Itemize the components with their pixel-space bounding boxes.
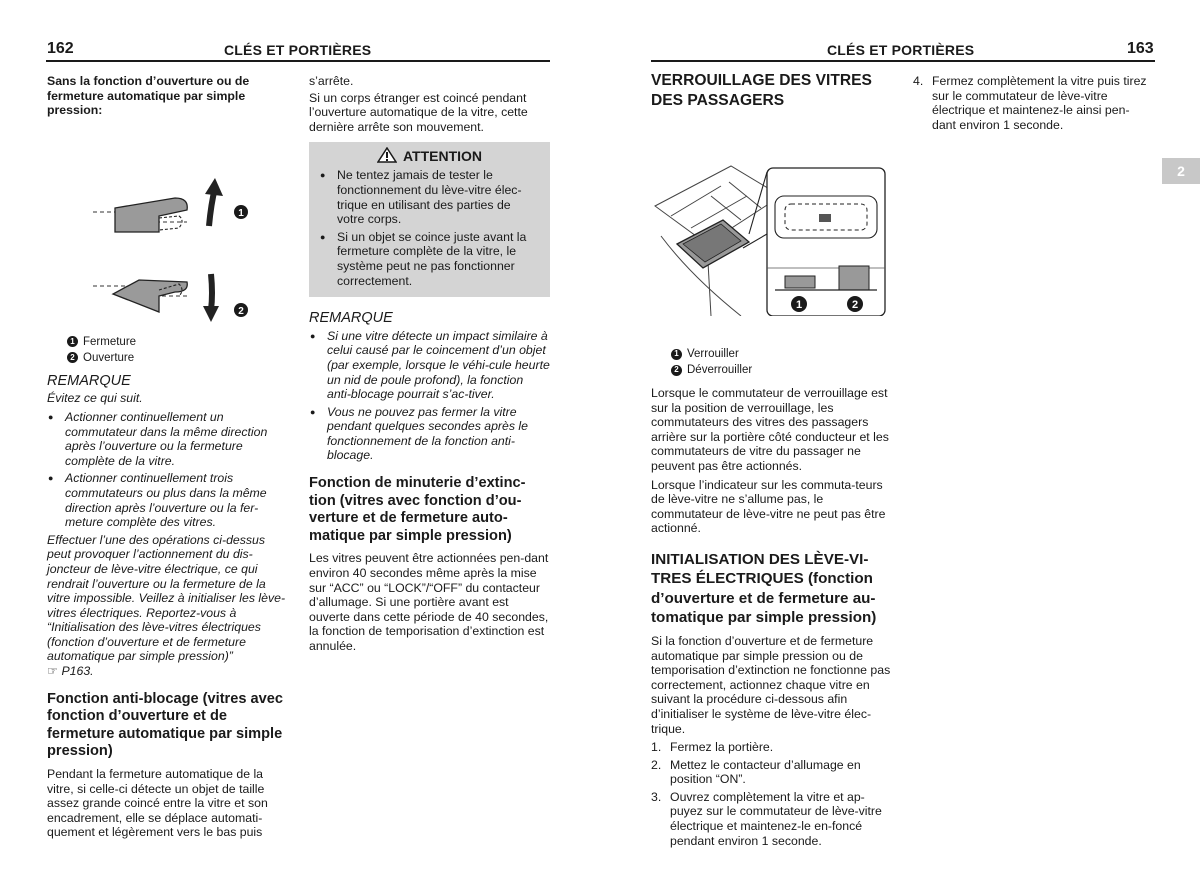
svg-text:2: 2 — [238, 305, 244, 317]
legend-item: 2 Ouverture — [67, 350, 291, 366]
left-col-2 — [309, 74, 550, 658]
legend-item: 1 Verrouiller — [671, 346, 895, 362]
anti-blocage-text: Pendant la fermeture automatique de la vitre, si celle-ci détecte un objet de taille assez grande coincé entre la vitre et son encadrement, elle se déplace automati-quement et légèrement vers le bas puis — [47, 767, 268, 840]
attention-box — [309, 142, 550, 297]
figure-legend-left — [67, 334, 291, 366]
svg-text:1: 1 — [238, 207, 244, 219]
switch-operation-figure — [47, 124, 291, 324]
right-header-rule — [651, 60, 1155, 62]
indicator-text: Lorsque l’indicateur sur les commuta-teurs de lève-vitre ne s’allume pas, le commutateur de lève-vitre ne peut pas être actionné. — [651, 477, 886, 536]
lock-switch-text: Lorsque le commutateur de verrouillage est sur la position de verrouillage, les commutateurs des vitres des passagers arrière sur la portière côté conducteur et les commutateurs de vitre du passager ne peuvent pas être actionnés. — [651, 386, 889, 473]
right-col-2 — [913, 74, 1153, 135]
initialisation-steps — [651, 740, 895, 848]
left-header-rule — [46, 60, 550, 62]
initialisation-text: Si la fonction d’ouverture et de fermeture automatique par simple pression ou de temporisation d’extinction ne fonctionne pas correctement, actionnez chaque vitre en suivant la procédure ci-dessous afin d’initialiser le système de lève-vitre élec-trique. — [651, 633, 891, 736]
list-item: ● Si une vitre détecte un impact similaire à celui causé par le coincement d’un objet (par exemple, lorsque le véhi-cule heurte un nid de poule profond), la fonction anti-blocage pourrait s’ac-tiver. — [309, 329, 550, 402]
verrouillage-title: VERROUILLAGE DES VITRES DES PASSAGERS — [651, 72, 872, 109]
initialisation-title: INITIALISATION DES LÈVE-VI-TRES ÉLECTRIQUES (fonction d’ouverture et de fermeture au-tomatique par simple pression) — [651, 550, 877, 627]
list-item: ● Actionner continuellement un commutateur dans la même direction après l’ouverture ou la fermeture complète de la vitre. — [47, 410, 291, 468]
step-item: 1. Fermez la portière. — [651, 740, 774, 755]
list-item: ● Vous ne pouvez pas fermer la vitre pendant quelques secondes après le fonctionnement de la fonction anti-blocage. — [309, 405, 550, 463]
svg-text:2: 2 — [851, 299, 859, 311]
left-running-header: CLÉS ET PORTIÈRES — [224, 42, 372, 58]
step-item: 2. Mettez le contacteur d’allumage en position “ON”. — [651, 757, 861, 787]
left-page-number: 162 — [47, 40, 74, 57]
minuterie-title: Fonction de minuterie d’extinc-tion (vitres avec fonction d’ou-verture et de fermeture auto-matique par simple pression) — [309, 475, 526, 544]
right-col-1 — [651, 71, 895, 851]
anti-blocage-title: Fonction anti-blocage (vitres avec fonction d’ouverture et de fermeture automatique par simple pression) — [47, 690, 283, 760]
list-item: ● Si un objet se coince juste avant la fermeture complète de la vitre, le système peut ne pas fonctionner correctement. — [319, 230, 540, 288]
right-page-number: 163 — [1127, 40, 1154, 57]
legend-item: 2 Déverrouiller — [671, 362, 895, 378]
left-col-1 — [47, 74, 291, 844]
remarque-list — [47, 410, 291, 530]
lock-switch-figure — [651, 116, 895, 316]
page-reference: ☞ P163. — [47, 664, 94, 679]
remarque-intro: Évitez ce qui suit. — [47, 391, 143, 406]
remarque-text: Effectuer l’une des opérations ci-dessus peut provoquer l’actionnement du dis-joncteur de lève-vitre électrique, ce qui rendrait l’ouverture ou la fermeture de la vitre impossible. Veillez à initialiser les lève-vitres électriques. Reportez-vous à “Initialisation des lève-vitres électriques (fonction d’ouverture et de fermeture automatique par simple pression)” ☞ P163. — [47, 532, 286, 679]
remarque-title-2: REMARQUE — [309, 310, 393, 327]
step-item: 3. Ouvrez complètement la vitre et ap-puyez sur le commutateur de lève-vitre électrique et maintenez-le en-foncé pendant environ 1 seconde. — [651, 789, 882, 848]
right-running-header: CLÉS ET PORTIÈRES — [827, 42, 975, 58]
remarque-list-2 — [309, 329, 550, 463]
attention-heading: ATTENTION — [319, 146, 540, 166]
continued-text: s’arrête. — [309, 74, 354, 88]
lock-indicator-icon — [819, 214, 831, 222]
warning-icon — [377, 147, 397, 163]
legend-item: 1 Fermeture — [67, 334, 291, 350]
step-item: 4. Fermez complètement la vitre puis tirez sur le commutateur de lève-vitre électrique et maintenez-le ainsi pen-dant environ 1 seconde. — [913, 74, 1147, 132]
list-item: ● Actionner continuellement trois commutateurs ou plus dans la même direction après l’ouverture ou la fer-meture complète des vitres. — [47, 471, 291, 529]
intro-text: Sans la fonction d’ouverture ou de fermeture automatique par simple pression: — [47, 74, 250, 118]
chapter-tab: 2 — [1162, 158, 1200, 184]
list-item: ● Ne tentez jamais de tester le fonctionnement du lève-vitre élec-trique en utilisant des parties de votre corps. — [319, 168, 540, 226]
svg-text:1: 1 — [795, 299, 803, 311]
foreign-object-text: Si un corps étranger est coincé pendant l’ouverture automatique de la vitre, cette dernière arrête son mouvement. — [309, 90, 528, 134]
remarque-title: REMARQUE — [47, 372, 131, 389]
attention-list — [319, 168, 540, 288]
minuterie-text: Les vitres peuvent être actionnées pen-dant environ 40 secondes même après la mise sur “ACC” ou “LOCK”/“OFF” du contacteur d’allumage. Si une portière avant est ouverte dans cette période de 40 secondes, la fonction de temporisation d’extinction est annulée. — [309, 551, 549, 653]
initialisation-steps-cont — [913, 74, 1153, 132]
figure-legend-right — [671, 346, 895, 378]
